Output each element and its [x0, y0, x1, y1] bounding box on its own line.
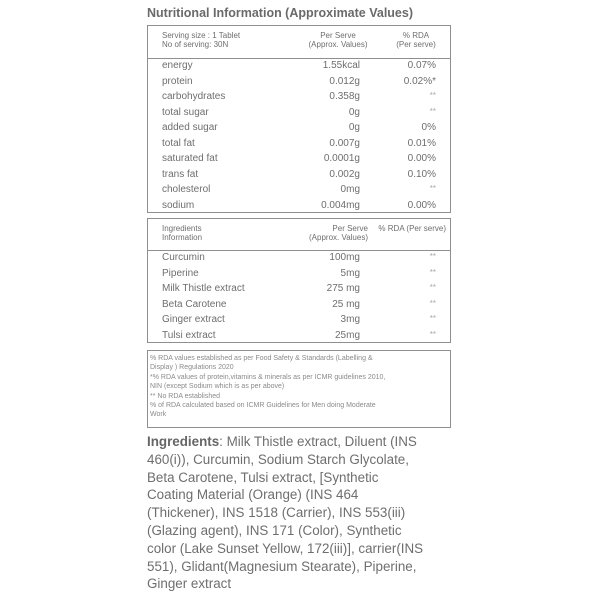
nutrient-rda: 0.01% [407, 137, 436, 149]
table-row [148, 74, 450, 89]
nutrient-name: saturated fat [162, 153, 218, 164]
table-row [148, 182, 450, 197]
ingredient-value: 3mg [340, 314, 360, 325]
nutrient-rda: 0.02%* [403, 75, 436, 87]
ingredients-table [147, 218, 451, 343]
nutrition-table [147, 25, 451, 213]
ingredients-label: Ingredients [147, 434, 220, 449]
ingredient-name: Ginger extract [162, 314, 225, 325]
table-row [148, 281, 450, 296]
nutrient-value: 0.004mg [321, 199, 360, 211]
table-row [148, 58, 450, 73]
note-line: NIN (except Sodium which is as per above) [150, 383, 285, 391]
nutrient-value: 0.007g [329, 137, 360, 149]
notes-box [147, 350, 451, 428]
nutrient-name: energy [162, 60, 193, 71]
ingredients-subheader: Information [162, 233, 203, 242]
serving-size: Serving size : 1 Tablet [162, 31, 241, 40]
nutrition-table-header [148, 26, 450, 59]
nutrient-name: protein [162, 75, 193, 87]
ingredient-rda: ** [429, 283, 436, 292]
table-row [148, 266, 450, 281]
nutrient-rda: 0.10% [407, 168, 436, 180]
rda-header: % RDA [402, 31, 430, 40]
per-serve-header: Per Serve [320, 31, 356, 40]
ingredients-paragraph [147, 433, 453, 593]
ingredient-rda: ** [429, 252, 436, 261]
note-line: Display ) Regulations 2020 [150, 364, 234, 372]
ingredient-rda: ** [429, 314, 436, 323]
ingredient-rda: ** [429, 329, 436, 339]
nutrient-rda: 0.00% [407, 199, 436, 211]
table-row [148, 297, 450, 312]
ingredients-line: 460(i)), Curcumin, Sodium Starch Glycolate, [147, 451, 409, 467]
ingredients-text: : Milk Thistle extract, Diluent (INS [219, 434, 417, 449]
ingredients-line: color (Lake Sunset Yellow, 172(iii)], carrier(INS [147, 540, 424, 556]
note-line: % RDA values established as per Food Safety & Standards (Labelling & [150, 355, 373, 362]
ingredients-line [147, 433, 453, 451]
nutrient-rda: 0.00% [407, 153, 436, 164]
ingredient-name: Piperine [162, 267, 199, 279]
ingredient-value: 100mg [329, 252, 360, 263]
page-title: Nutritional Information (Approximate Values) [147, 6, 413, 20]
table-row [148, 151, 450, 166]
ingredients-line: (Thickener), INS 1518 (Carrier), INS 553(iii) [147, 505, 406, 521]
nutrient-name: carbohydrates [162, 91, 226, 102]
table-row [148, 105, 450, 120]
ingredient-value: 275 mg [326, 283, 360, 294]
ingredients-line: Ginger extract [147, 576, 232, 592]
nutrient-value: 1.55kcal [322, 60, 360, 71]
ingredient-value: 5mg [340, 267, 360, 279]
table-row [148, 136, 450, 151]
ingredient-name: Beta Carotene [162, 298, 227, 310]
nutrient-value: 0mg [340, 184, 360, 195]
ingredients-line: 551), Glidant(Magnesium Stearate), Piperine, [147, 558, 417, 574]
per-serve-subheader: (Approx. Values) [308, 40, 368, 49]
table-row [148, 167, 450, 182]
ingredients-line: (Glazing agent), INS 171 (Color), Synthetic [147, 522, 402, 538]
nutrient-value: 0g [348, 106, 360, 118]
ingredient-rda: ** [429, 298, 436, 308]
ingredients-header: Ingredients [162, 224, 202, 233]
nutrient-name: cholesterol [162, 184, 211, 195]
table-row [148, 120, 450, 135]
nutrient-rda: ** [429, 106, 436, 116]
nutrient-name: total fat [162, 137, 195, 149]
nutrient-name: total sugar [162, 106, 209, 118]
table-row [148, 89, 450, 104]
ingredient-value: 25mg [334, 329, 360, 341]
note-line: Work [150, 411, 167, 419]
nutrient-value: 0.002g [329, 168, 360, 180]
nutrient-value: 0.012g [329, 75, 360, 87]
nutrient-rda: ** [429, 184, 436, 193]
nutrient-value: 0g [348, 122, 360, 133]
note-line: ** No RDA established [150, 392, 221, 400]
ingredients-line: Beta Carotene, Tulsi extract, [Synthetic [147, 469, 379, 485]
ingredient-value: 25 mg [332, 298, 360, 310]
ingredients-table-header [148, 219, 450, 251]
table-row [148, 198, 450, 213]
nutrient-name: added sugar [162, 122, 218, 133]
servings-count: No of serving: 30N [162, 40, 229, 49]
note-line: *% RDA values of protein,vitamins & minerals as per ICMR guidelines 2010, [150, 373, 386, 381]
rda-subheader: (Per serve) [396, 40, 436, 49]
per-serve-header: Per Serve [332, 224, 368, 233]
ingredient-name: Tulsi extract [162, 329, 216, 341]
ingredients-line: Coating Material (Orange) (INS 464 [147, 487, 359, 503]
nutrient-value: 0.0001g [323, 153, 360, 164]
nutrient-rda: 0.07% [407, 60, 436, 71]
rda-header: % RDA (Per serve) [378, 224, 446, 233]
ingredient-name: Milk Thistle extract [162, 283, 245, 294]
nutrient-name: sodium [162, 199, 195, 211]
table-row [148, 250, 450, 265]
per-serve-subheader: (Approx. Values) [309, 233, 368, 242]
note-line: % of RDA calculated based on ICMR Guidelines for Men doing Moderate [150, 402, 376, 409]
ingredient-name: Curcumin [162, 252, 205, 263]
nutrient-rda: ** [429, 91, 436, 100]
nutrient-rda: 0% [421, 122, 436, 133]
ingredient-rda: ** [429, 267, 436, 277]
nutrient-name: trans fat [162, 168, 199, 180]
table-row [148, 312, 450, 327]
table-row [148, 328, 450, 343]
nutrient-value: 0.358g [329, 91, 360, 102]
